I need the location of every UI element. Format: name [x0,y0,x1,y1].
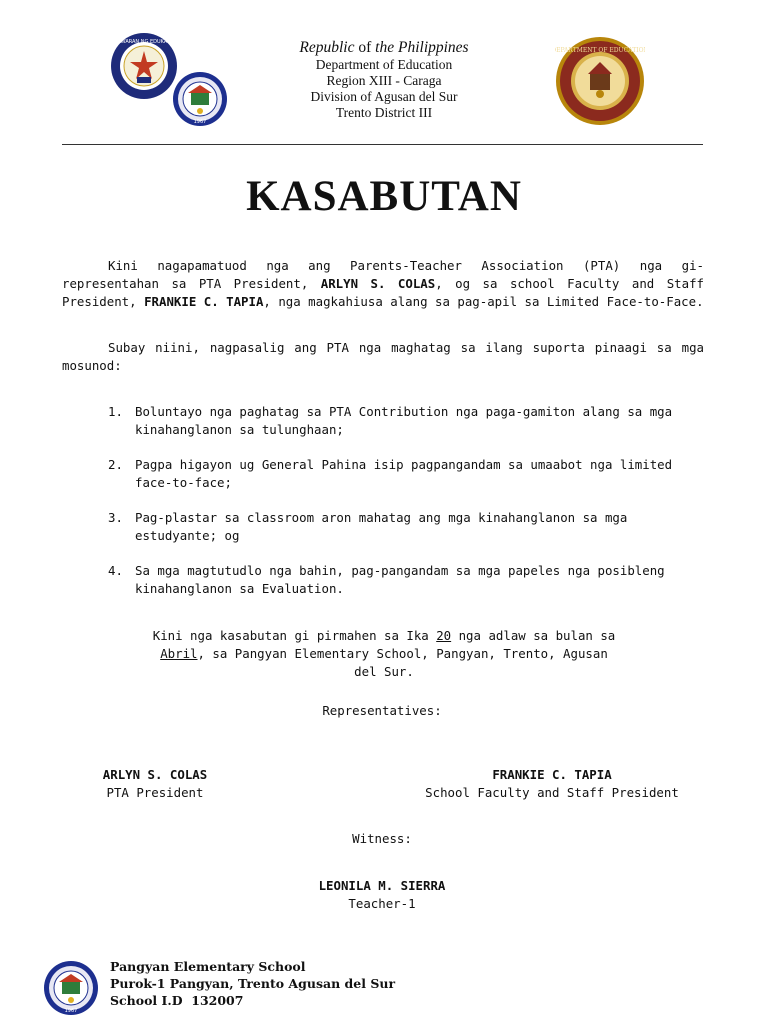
commitment-list [108,403,678,615]
svg-text:DEPARTMENT OF EDUCATION: DEPARTMENT OF EDUCATION [555,47,645,54]
svg-text:1967: 1967 [64,1008,78,1014]
footer-school-seal-logo [43,960,99,1016]
pta-president-name: ARLYN S. COLAS [320,276,436,291]
footer-school-id: School I.D 132007 [110,993,244,1008]
list-item: 1. Boluntayo nga paghatag sa PTA Contribution nga paga-gamiton alang sa mga kinahanglanon sa tulunghaan; [108,404,673,437]
faculty-president-name: FRANKIE C. TAPIA [144,294,264,309]
region-line: Region XIII - Caraga [326,73,442,88]
signatory-pta-president [60,766,250,802]
svg-text:1967: 1967 [193,119,207,125]
department-line: Department of Education [315,57,453,72]
letterhead [0,38,768,121]
footer-address [110,958,395,1009]
svg-text:KAGAWARAN NG EDUKASYON: KAGAWARAN NG EDUKASYON [109,39,179,45]
document-title: KASABUTAN [246,173,522,220]
list-item: 2. Pagpa higayon ug General Pahina isip pagpangandam sa umaabot nga limited face-to-face; [108,457,673,490]
signatory-faculty-president [412,766,692,802]
signing-month: Abril [160,646,198,661]
signing-day: 20 [436,628,452,643]
list-item: 3. Pag-plastar sa classroom aron mahatag ang mga kinahanglanon sa mga estudyante; og [108,510,628,543]
district-line: Trento District III [335,105,433,120]
signatory-name: FRANKIE C. TAPIA [492,767,612,782]
list-item: 4. Sa mga magtutudlo nga bahin, pag-pangandam sa mga papeles nga posibleng kinahanglanon sa Evaluation. [108,563,665,596]
witness-name: LEONILA M. SIERRA [318,878,446,893]
footer-school-name: Pangyan Elementary School [110,959,306,974]
signatory-role: School Faculty and Staff President [425,785,679,800]
closing-paragraph: Kini nga kasabutan gi pirmahen sa Ika 20 nga adlaw sa bulan sa Abril, sa Pangyan Elementary School, Pangyan, Trento, Agusan del Sur. [152,628,616,679]
footer-school-address: Purok-1 Pangyan, Trento Agusan del Sur [110,976,396,991]
signatory-name: ARLYN S. COLAS [102,767,208,782]
republic-line: Republic of the Philippines [299,39,469,56]
paragraph-support: Subay niini, nagpasalig ang PTA nga maghatag sa ilang suporta pinaagi sa mga mosunod: [62,340,704,373]
division-line: Division of Agusan del Sur [310,89,458,104]
witness-role: Teacher-1 [348,896,416,911]
header-divider [62,144,703,145]
representatives-label: Representatives: [322,703,442,718]
witness-label: Witness: [352,831,412,846]
witness-block [0,877,764,913]
signatory-role: PTA President [106,785,204,800]
paragraph-intro: Kini nagapamatuod nga ang Parents-Teacher Association (PTA) nga gi-representahan sa PTA President, ARLYN S. COLAS, og sa school Faculty and Staff President, FRANKIE C. TAPIA, nga magkahiusa alang sa pag-apil sa Limited Face-to-Face. [62,258,705,309]
